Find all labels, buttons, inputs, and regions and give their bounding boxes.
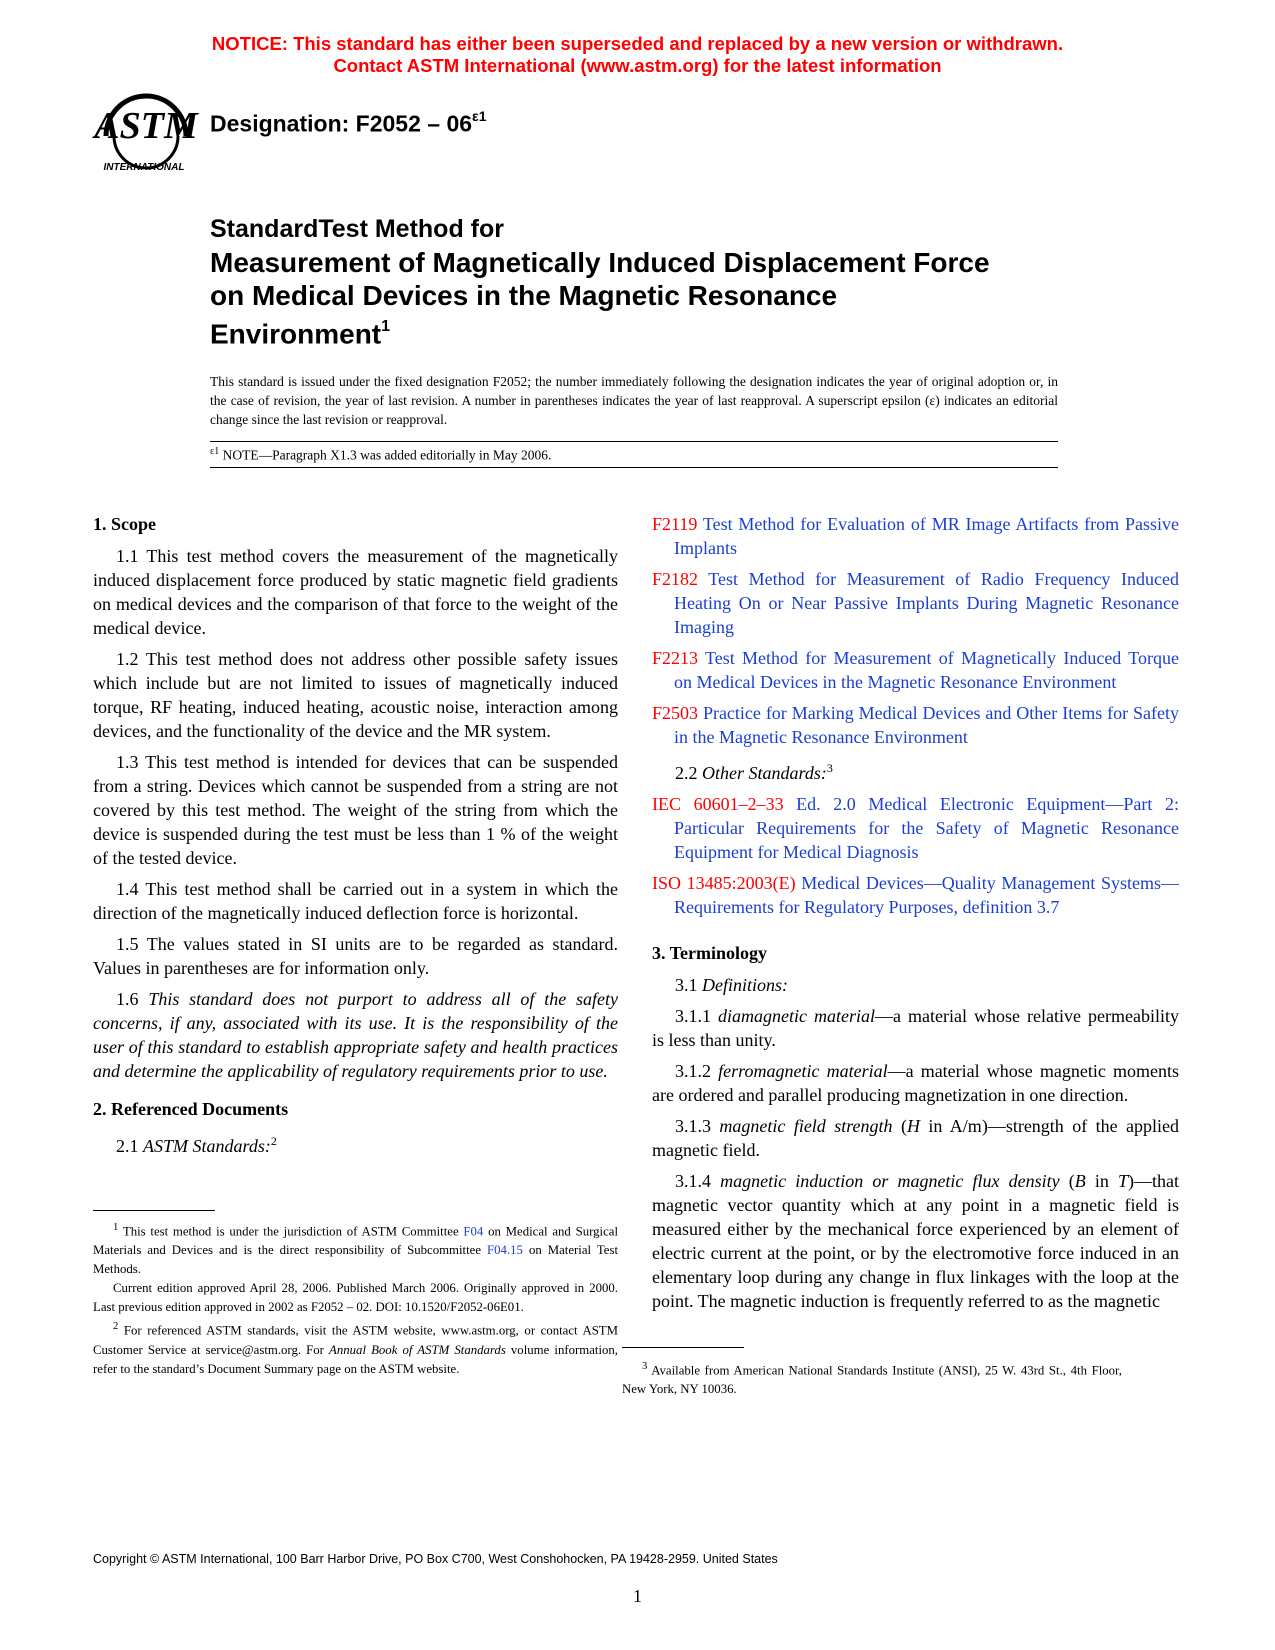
astm-reference-title[interactable]: Test Method for Evaluation of MR Image Artifacts from Passive Implants: [674, 514, 1179, 558]
other-reference-code[interactable]: ISO 13485:2003(E): [652, 873, 796, 893]
divider: [210, 441, 1058, 442]
definition-3-1-2: 3.1.2 ferromagnetic material—a material whose magnetic moments are ordered and parallel producing magnetization in one direction.: [652, 1061, 1180, 1105]
astm-reference-title[interactable]: Test Method for Measurement of Magnetically Induced Torque on Medical Devices in the Magnetic Resonance Environment: [674, 648, 1179, 692]
title-footnote-mark: 1: [381, 318, 391, 335]
astm-reference-item[interactable]: [652, 646, 1179, 694]
left-column: [93, 512, 618, 1165]
editorial-note: $^{\varepsilon 1}$ NOTE—Paragraph X1.3 was added editorially in May 2006.: [210, 446, 552, 463]
astm-reference-code[interactable]: F2213: [652, 648, 699, 668]
other-reference-item[interactable]: [652, 792, 1179, 864]
astm-reference-item[interactable]: [652, 512, 1179, 560]
paragraph-1-1: 1.1 This test method covers the measurement of the magnetically induced displacement force produced by static magnetic field gradients on medical devices and the comparison of that force to the weight of the medical device.: [93, 546, 618, 638]
svg-text:ASTM: ASTM: [94, 105, 198, 147]
paragraph-1-5: 1.5 The values stated in SI units are to be regarded as standard. Values in parentheses are for information only.: [93, 934, 618, 978]
other-reference-title[interactable]: Ed. 2.0 Medical Electronic Equipment—Part 2: Particular Requirements for the Safety of Magnetic Resonance Equipment for Medical Diagnosis: [674, 794, 1179, 862]
paragraph-1-4: 1.4 This test method shall be carried out in a system in which the direction of the magnetically induced deflection force is horizontal.: [93, 879, 618, 923]
paragraph-2-1: 2.1 ASTM Standards:$^2$: [116, 1134, 277, 1156]
footnote-divider: [622, 1347, 744, 1348]
section-heading-referenced-documents: 2. Referenced Documents: [93, 1099, 289, 1119]
copyright-footer: Copyright © ASTM International, 100 Barr Harbor Drive, PO Box C700, West Conshohocken, PA 19428-2959. United States: [93, 1552, 778, 1566]
issued-statement: This standard is issued under the fixed designation F2052; the number immediately following the designation indicates the year of original adoption or, in the case of revision, the year of last revision. A number in parentheses indicates the year of last reapproval. A superscript epsilon (ε) indicates an editorial change since the last revision or reapproval.: [210, 374, 1058, 427]
superseded-notice: [0, 33, 1275, 77]
paragraph-1-6: 1.6 This standard does not purport to address all of the safety concerns, if any, associated with its use. It is the responsibility of the user of this standard to establish appropriate safety and health practices and determine the applicability of regulatory requirements prior to use.: [93, 989, 619, 1081]
definition-3-1-1: 3.1.1 diamagnetic material—a material whose relative permeability is less than unity.: [652, 1006, 1179, 1050]
designation-epsilon: ε1: [472, 108, 487, 124]
astm-reference-title[interactable]: Test Method for Measurement of Radio Frequency Induced Heating On or Near Passive Implants During Magnetic Resonance Imaging: [674, 569, 1179, 637]
link-f04-15[interactable]: F04.15: [487, 1243, 523, 1258]
title-line-4: Environment: [210, 318, 382, 350]
other-reference-item[interactable]: [652, 871, 1179, 919]
astm-reference-code[interactable]: F2182: [652, 569, 699, 589]
footnote-divider: [93, 1210, 215, 1211]
designation: [210, 110, 486, 138]
divider: [210, 467, 1058, 468]
right-column: [652, 512, 1179, 1320]
notice-line-2: Contact ASTM International (www.astm.org) for the latest information: [333, 55, 942, 76]
designation-label: Designation: F2052 – 06: [210, 110, 473, 137]
title-line-3: on Medical Devices in the Magnetic Resonance: [210, 280, 838, 311]
link-f04[interactable]: F04: [463, 1224, 484, 1239]
astm-reference-code[interactable]: F2119: [652, 514, 698, 534]
footnote-3: $^3$ Available from American National Standards Institute (ANSI), 25 W. 43rd St., 4th Floor, New York, NY 10036.: [622, 1361, 1122, 1397]
footnote-1: $^1$ This test method is under the jurisdiction of ASTM Committee F04 on Medical and Surgical Materials and Devices and is the direct responsibility of Subcommittee F04.15 on Material Test Methods.: [93, 1222, 619, 1277]
footnote-2: $^2$ For referenced ASTM standards, visit the ASTM website, www.astm.org, or contact ASTM Customer Service at service@astm.org. For Annual Book of ASTM Standards volume information, refer to the standard’s Document Summary page on the ASTM website.: [93, 1321, 619, 1376]
footnotes-right: [622, 1357, 1122, 1399]
other-reference-title[interactable]: Medical Devices—Quality Management Systems—Requirements for Regulatory Purposes, definition 3.7: [674, 873, 1179, 917]
other-reference-code[interactable]: IEC 60601–2–33: [652, 794, 784, 814]
page-number: 1: [633, 1586, 642, 1606]
footnote-1-edition: Current edition approved April 28, 2006. Published March 2006. Originally approved in 2000. Last previous edition approved in 2002 as F2052 – 02. DOI: 10.1520/F2052-06E01.: [93, 1281, 618, 1315]
astm-reference-item[interactable]: [652, 701, 1179, 749]
paragraph-3-1: 3.1 Definitions:: [675, 975, 788, 995]
section-heading-scope: 1. Scope: [93, 514, 156, 534]
astm-logo: [92, 84, 200, 174]
definition-3-1-4: 3.1.4 magnetic induction or magnetic flux density (B in T)—that magnetic vector quantity which at any point in a magnetic field is measured either by the mechanical force experienced by an element of electric current at the point, or by the electromotive force induced in an elementary loop during any change in flux linkages with the loop at the point. The magnetic induction is frequently referred to as the magnetic: [652, 1171, 1180, 1311]
paragraph-1-2: 1.2 This test method does not address other possible safety issues which include but are not limited to issues of magnetically induced torque, RF heating, induced heating, acoustic noise, interaction among devices, and the functionality of the device and the MR system.: [93, 649, 618, 741]
astm-reference-code[interactable]: F2503: [652, 703, 699, 723]
title-line-2: Measurement of Magnetically Induced Displacement Force: [210, 247, 990, 278]
footnotes-left: [93, 1218, 618, 1379]
document-title: [210, 213, 1110, 350]
paragraph-1-3: 1.3 This test method is intended for devices that can be suspended from a string. Devices which cannot be suspended from a string are not covered by this test method. The weight of the string from which the device is suspended during the test must be less than 1 % of the weight of the tested device.: [93, 752, 618, 868]
svg-text:INTERNATIONAL: INTERNATIONAL: [103, 162, 185, 173]
notice-line-1: NOTICE: This standard has either been superseded and replaced by a new version or withdrawn.: [211, 33, 1064, 54]
title-line-1: StandardTest Method for: [210, 215, 504, 243]
section-heading-terminology: 3. Terminology: [652, 943, 768, 963]
paragraph-2-2: 2.2 Other Standards:$^3$: [675, 761, 833, 783]
astm-reference-title[interactable]: Practice for Marking Medical Devices and Other Items for Safety in the Magnetic Resonance Environment: [674, 703, 1180, 747]
astm-reference-item[interactable]: [652, 567, 1179, 639]
definition-3-1-3: 3.1.3 magnetic field strength (H in A/m)—strength of the applied magnetic field.: [652, 1116, 1180, 1160]
